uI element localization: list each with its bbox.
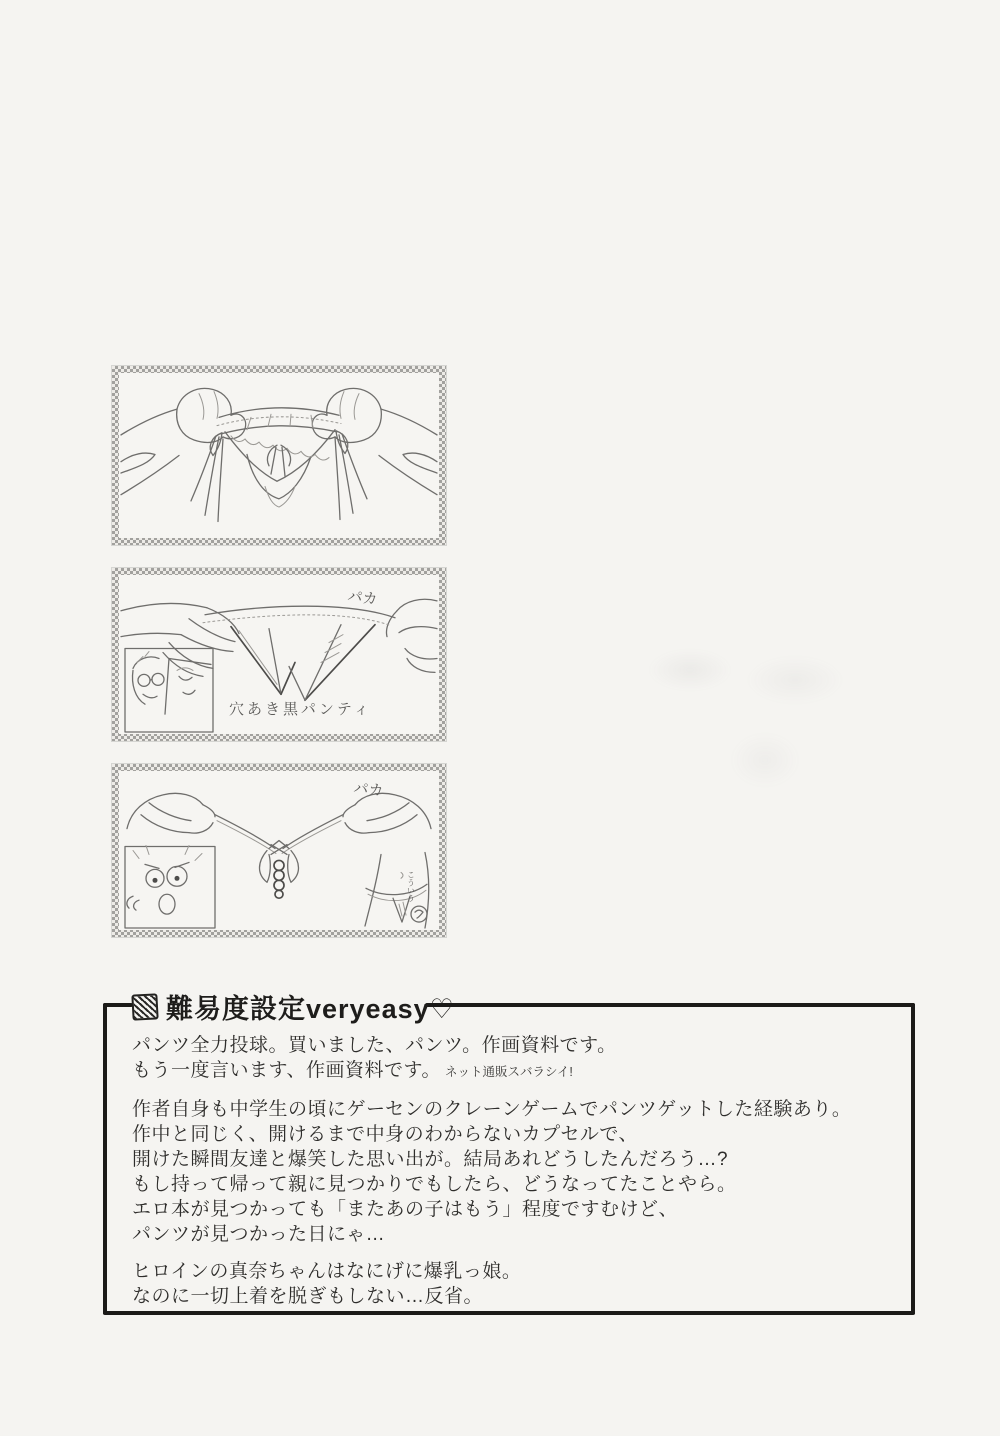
left-ribbon-sketch <box>191 433 223 522</box>
sketch-panel-1 <box>112 366 446 545</box>
pearl-patch-sketch <box>260 841 299 899</box>
panel-2-caption: 穴あき黒パンティ <box>229 701 372 719</box>
notes-line: パンツが見つかった日にゃ… <box>132 1224 386 1245</box>
notes-paragraph-3 <box>132 1259 891 1309</box>
author-notes-box <box>103 994 915 1315</box>
notes-line: 開けた瞬間友達と爆笑した思い出が。結局あれどうしたんだろう…? <box>132 1149 729 1170</box>
notes-paragraph-2 <box>132 1097 891 1247</box>
right-hand-sketch <box>386 599 437 672</box>
signature-circle-doodle <box>411 906 427 922</box>
string-sketch <box>215 815 343 854</box>
panty-waistband-sketch <box>217 408 341 434</box>
sketch-panel-1-paper <box>119 373 439 538</box>
notes-line: 作者自身も中学生の頃にゲーセンのクレーンゲームでパンツゲットした経験あり。 <box>132 1099 852 1120</box>
sketch-panel-2 <box>112 568 446 741</box>
notes-line: もし持って帰って親に見つかりでもしたら、どうなってたことやら。 <box>132 1174 737 1195</box>
notes-line: なのに一切上着を脱ぎもしない…反省。 <box>132 1286 484 1307</box>
onlooker-inset-sketch <box>125 649 213 732</box>
notes-line: エロ本が見つかっても「またあの子はもう」程度ですむけど、 <box>132 1199 679 1220</box>
margin-note: こういう <box>406 870 416 903</box>
panties-ribbon-sketch <box>119 373 439 538</box>
pearl-gstring-sketch <box>119 771 439 930</box>
notes-line: ヒロインの真奈ちゃんはなにげに爆乳っ娘。 <box>132 1261 522 1282</box>
notes-line <box>132 1058 891 1085</box>
left-hand-sketch <box>127 793 215 833</box>
shocked-face-inset-sketch <box>125 846 215 928</box>
notes-paragraph-1 <box>132 1033 891 1085</box>
left-hand-sketch <box>177 388 246 442</box>
left-hand-sketch <box>121 604 239 677</box>
notes-body <box>107 1003 911 1311</box>
notes-line-text: もう一度言います、作画資料です。 <box>132 1060 441 1081</box>
sfx-paka: パカ <box>346 587 379 609</box>
crotch-flaps-sketch <box>231 625 375 701</box>
notes-line-small-text: ネット通販スバラシイ! <box>444 1065 573 1079</box>
sketch-panel-2-paper <box>119 575 439 734</box>
scan-showthrough <box>600 620 900 820</box>
crotchless-panties-sketch <box>119 575 439 734</box>
sketch-panel-3-paper <box>119 771 439 930</box>
right-hand-sketch <box>312 388 381 442</box>
right-forearm-sketch <box>379 409 437 495</box>
sketch-panel-3 <box>112 764 446 937</box>
left-forearm-sketch <box>121 409 179 495</box>
notes-line: パンツ全力投球。買いました、パンツ。作画資料です。 <box>132 1035 617 1056</box>
right-hand-sketch <box>343 793 431 833</box>
sfx-paka: パカ <box>352 779 385 800</box>
notes-title: 難易度設定veryeasy♡ <box>166 994 455 1024</box>
notes-line: 作中と同じく、開けるまで中身のわからないカプセルで、 <box>132 1124 639 1145</box>
right-ribbon-sketch <box>335 431 367 520</box>
panty-body-sketch <box>225 430 335 507</box>
